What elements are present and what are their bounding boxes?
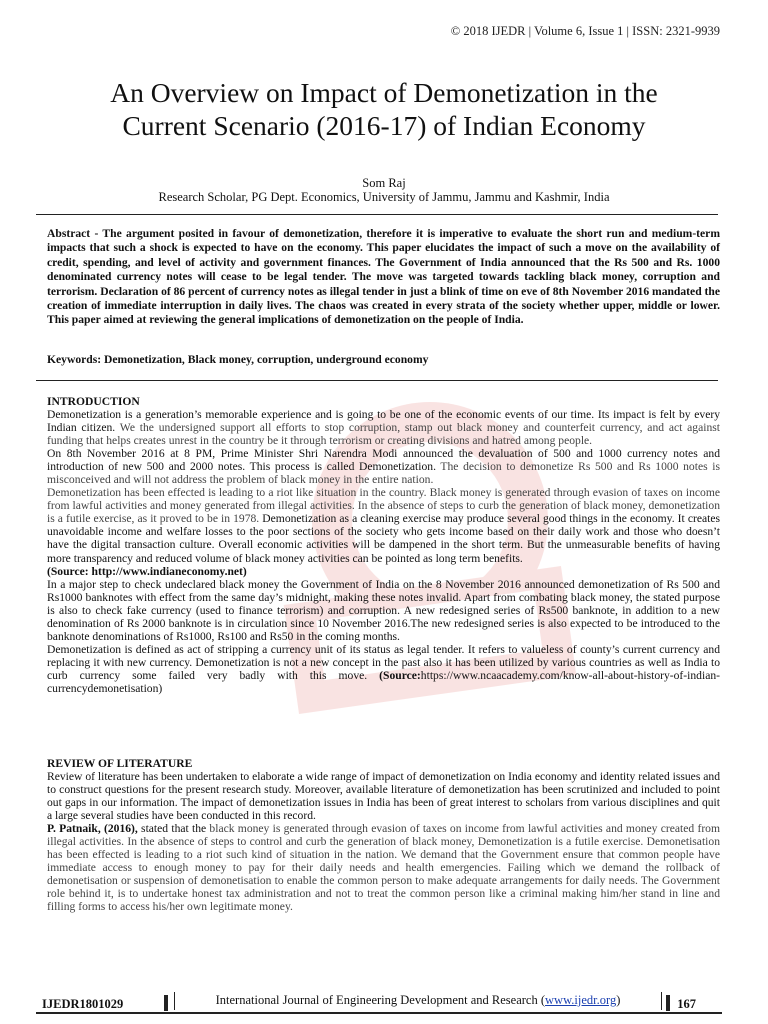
footer-divider-left	[164, 995, 168, 1011]
journal-name-close: )	[616, 993, 621, 1007]
author-block	[40, 176, 728, 204]
journal-citation-header: © 2018 IJEDR | Volume 6, Issue 1 | ISSN: 2321-9939	[450, 24, 720, 38]
title-line-2: Current Scenario (2016-17) of Indian Economy	[122, 110, 646, 141]
intro-p2-text: On 8th November 2016 at 8 PM, Prime Minister Shri Narendra Modi announced the devaluation of 500 and 1000 currency notes and introduction of new 500 and 2000 notes. This process is called Demonetization.	[47, 447, 720, 474]
journal-name-text: International Journal of Engineering Development and Research (	[215, 993, 546, 1007]
journal-website-link[interactable]: www.ijedr.org	[545, 993, 617, 1007]
keywords: Keywords: Demonetization, Black money, corruption, underground economy	[47, 353, 429, 366]
paper-title	[40, 76, 728, 142]
intro-paragraph-5	[47, 643, 720, 695]
introduction-body	[47, 408, 720, 695]
page-number: 167	[677, 997, 696, 1011]
paper-id: IJEDR1801029	[42, 997, 124, 1011]
journal-name	[174, 992, 662, 1010]
intro-paragraph-3	[47, 486, 720, 564]
intro-p2-continued: The decision to demonetize Rs 500 and Rs 1000 notes is misconceived and will not address the problem of black money in the entire nation.	[47, 460, 720, 487]
abstract: Abstract - The argument posited in favour of demonetization, therefore it is imperative to evaluate the short run and medium-term impacts that such a shock is expected to have on the economy. This paper elucidates the impact of such a move on the availability of credit, spending, and level of activity and government finances. The Government of India announced that the Rs 500 and Rs. 1000 denominated currency notes will cease to be legal tender. The move was targeted towards tackling black money, corruption and terrorism. Declaration of 86 percent of currency notes as illegal tender in just a blink of time on eve of 8th November 2016 mandated the creation of immediate interruption in daily lives. The chaos was created in every strata of the society whether upper, middle or lower. This paper aimed at reviewing the general implications of demonetization on the people of India.	[47, 227, 720, 327]
divider-bottom	[36, 380, 718, 381]
intro-p3-continued: Demonetization as a cleaning exercise may produce several good things in the economy. It creates unavoidable income and welfare losses to the poor sections of the society who gets income based on their daily work and those who doesn’t have the digital transaction culture. Overall economic activities will be dampened in the short term. But the unmeasurable benefits of having more transparency and reduced volume of black money activities can be pointed as long term benefits.	[47, 512, 720, 565]
intro-p3-text: Demonetization has been effected is leading to a riot like situation in the country. Black money is generated through evasion of taxes on income from lawful activities and money generated from illegal activities. In the absence of steps to curb the generation of black money, demonetization is a futile exercise, as it proved to be in 1978.	[47, 486, 720, 526]
literature-p2-body: black money is generated through evasion of taxes on income from lawful activities and money created from illegal activities. In the absence of steps to control and curb the generation of black money, Demonetization is a futile exercise. Demonetisation has been effected is leading to a riot such kind of situation in the nation. We demand that the Government ensure that common people have immediate access to enough money to pay for their daily needs and health emergencies. Failing which we demand the rollback of demonetisation or suspension of demonetisation to enable the common person to make adequate arrangements for daily needs. The Government role behind it, is to undertake honest tax administration and not to treat the common person like a criminal making him/her stand in line and filling forms to access his/her own legitimate money.	[47, 822, 720, 914]
intro-p5-text: Demonetization is defined as act of stripping a currency unit of its status as legal tender. It refers to valueless of county’s current currency and replacing it with new currency. Demonetization is not a new concept in the past also it has been utilized by various countries as well as India to curb currency some failed very badly with this move.	[47, 642, 720, 682]
intro-p1-continued: We the undersigned support all efforts to stop corruption, stamp out black money and counterfeit currency, and act against funding that helps creates unrest in the country be it through terrorism or creating divisions and hatred among people.	[47, 421, 720, 448]
literature-paragraph-1: Review of literature has been undertaken to elaborate a wide range of impact of demonetization on India economy and identity related issues and to construct questions for the present research study. Moreover, available literature of demonetization has been scrutinized and included to point out gaps in our information. The impact of demonetization issues in India has been of great interest to scholars from various disciplines and quit a large several studies have been conducted in this record.	[47, 770, 720, 823]
title-line-1: An Overview on Impact of Demonetization in the	[110, 77, 658, 108]
section-heading-introduction: INTRODUCTION	[47, 395, 140, 408]
page-footer	[36, 992, 722, 1014]
literature-author-citation: P. Patnaik, (2016),	[47, 822, 138, 836]
section-heading-literature: REVIEW OF LITERATURE	[47, 757, 193, 770]
intro-paragraph-2	[47, 447, 720, 486]
source-label: (Source:	[379, 668, 421, 682]
footer-rule	[36, 1012, 722, 1014]
divider-top	[36, 214, 718, 215]
literature-paragraph-2	[47, 822, 720, 913]
author-affiliation: Research Scholar, PG Dept. Economics, University of Jammu, Jammu and Kashmir, India	[158, 190, 610, 204]
source-url: https://www.ncaacademy.com/know-all-about-history-of-indian-currencydemonetisation)	[47, 668, 720, 695]
intro-paragraph-1	[47, 408, 720, 447]
footer-divider-right	[666, 995, 670, 1011]
intro-paragraph-4: In a major step to check undeclared black money the Government of India on the 8 November 2016 announced demonetization of Rs 500 and Rs1000 banknotes with effect from the same day’s midnight, making these notes invalid. Apart from combating black money, the stated purpose is also to check fake currency (used to finance terrorism) and corruption. A new redesigned series of Rs500 banknote, in addition to a new denomination of Rs 2000 banknote is in circulation since 10 November 2016.The new redesigned series is also expected to be introduced to the banknote denominations of Rs1000, Rs100 and Rs50 in the coming months.	[47, 577, 720, 643]
literature-body	[47, 770, 720, 914]
literature-p2-lead: stated that the	[137, 822, 207, 836]
author-name: Som Raj	[362, 176, 406, 190]
intro-source-1: (Source: http://www.indianeconomy.net)	[47, 564, 247, 578]
intro-p1-text: Demonetization is a generation’s memorable experience and is going to be one of the economic events of our time. Its impact is felt by every Indian citizen.	[47, 408, 720, 435]
